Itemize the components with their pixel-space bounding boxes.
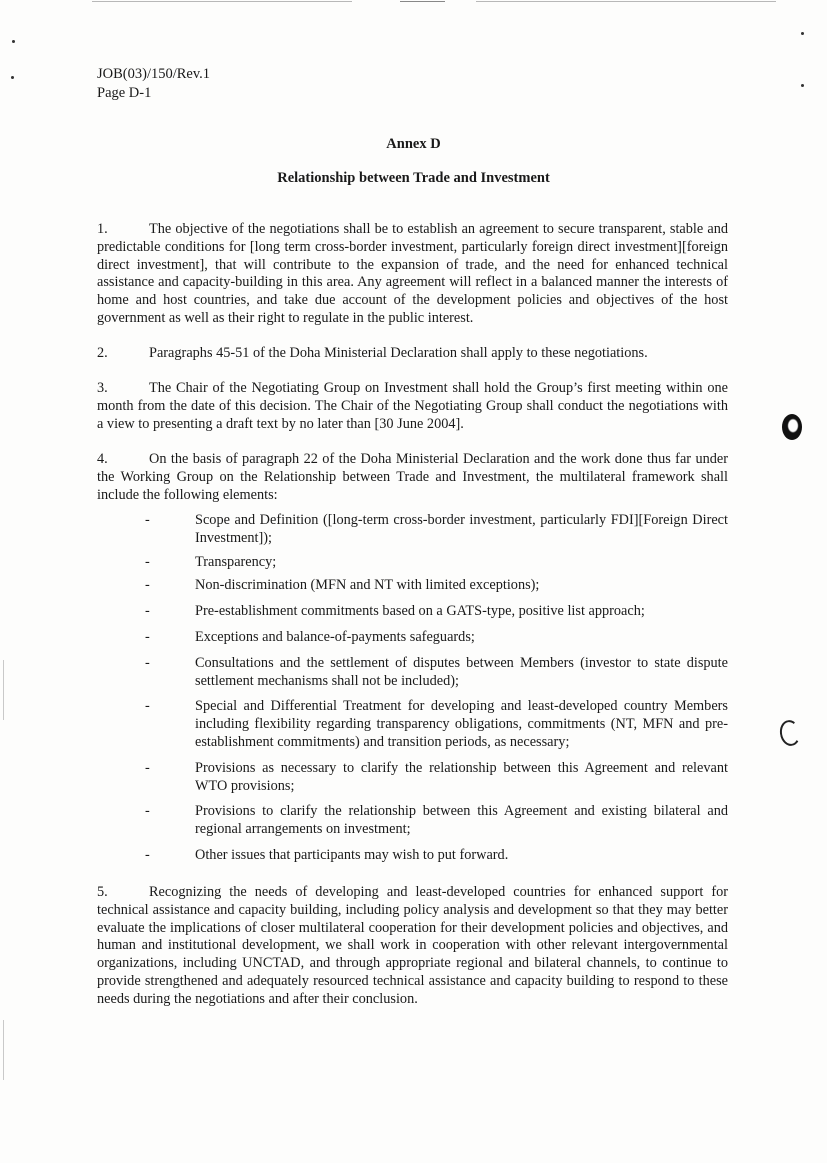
paragraph-text: Recognizing the needs of developing and least-developed countries for enhanced support for technical assistance and capacity building, including policy analysis and development so that they may better evaluate the implications of closer multilateral cooperation for their development policies and objectives, and human and institutional development, we shall work in cooperation with other relevant intergovernmental organizations, including UNCTAD, and through appropriate regional and bilateral channels, to continue to provide strengthened and adequately resourced technical assistance and capacity building to respond to these needs during the negotiations and after their conclusion. — [97, 884, 728, 1007]
scan-artifact-dot — [801, 32, 804, 35]
paragraph-number: 2. — [97, 345, 108, 361]
list-dash: - — [145, 654, 150, 671]
paragraph-number: 1. — [97, 221, 108, 237]
paragraph-text: The objective of the negotiations shall be to establish an agreement to secure transparent, stable and predictable conditions for [long term cross-border investment, particularly foreign direct investment][foreign direct investment], that will contribute to the expansion of trade, and the need for enhanced technical assistance and capacity-building in this area. Any agreement will reflect in a balanced manner the interests of home and host countries, and take due account of the development policies and objectives of the host government as well as their right to regulate in the public interest. — [97, 221, 728, 326]
list-item — [145, 655, 728, 691]
paragraph-number: 3. — [97, 380, 108, 396]
scan-artifact-dot — [801, 84, 804, 87]
page-header — [97, 65, 210, 103]
list-item — [145, 760, 728, 796]
list-item-text: Pre-establishment commitments based on a GATS-type, positive list approach; — [195, 603, 645, 620]
list-item-text: Transparency; — [195, 553, 277, 570]
paragraph-number: 5. — [97, 884, 108, 900]
document-reference: JOB(03)/150/Rev.1 — [97, 66, 211, 82]
list-item — [145, 603, 728, 621]
list-item — [145, 577, 728, 595]
list-item-text: Exceptions and balance-of-payments safeguards; — [195, 628, 475, 645]
annex-title: Annex D — [386, 136, 441, 152]
page-number: Page D-1 — [97, 85, 152, 101]
scan-artifact-dot — [12, 40, 15, 43]
list-dash: - — [145, 577, 150, 594]
scan-artifact-line — [476, 1, 776, 2]
list-item — [145, 629, 728, 647]
list-item — [145, 803, 728, 839]
scan-artifact-line — [92, 1, 352, 2]
list-dash: - — [145, 603, 150, 620]
punch-hole-mark — [778, 718, 802, 747]
paragraph-5 — [97, 884, 728, 1009]
scan-artifact-edge — [3, 660, 4, 720]
list-item-text: Provisions to clarify the relationship between this Agreement and existing bilateral and regional arrangements on investment; — [195, 803, 728, 838]
paragraph-text: Paragraphs 45-51 of the Doha Ministerial Declaration shall apply to these negotiations. — [149, 345, 648, 361]
framework-elements-list — [145, 512, 728, 865]
list-item-text: Scope and Definition ([long-term cross-border investment, particularly FDI][Foreign Direct Investment]); — [195, 512, 728, 546]
paragraph-2 — [97, 345, 728, 363]
list-item — [145, 698, 728, 751]
paragraph-text: The Chair of the Negotiating Group on Investment shall hold the Group’s first meeting within one month from the date of this decision. The Chair of the Negotiating Group shall conduct the negotiations with a view to presenting a draft text by no later than [30 June 2004]. — [97, 380, 728, 432]
list-item — [145, 554, 728, 572]
scan-artifact-line — [400, 1, 445, 2]
paragraph-3 — [97, 380, 728, 433]
list-dash: - — [145, 846, 150, 863]
list-dash: - — [145, 628, 150, 645]
punch-hole-mark — [782, 414, 802, 440]
document-title: Relationship between Trade and Investment — [277, 170, 550, 186]
paragraph-4 — [97, 451, 728, 504]
paragraph-number: 4. — [97, 451, 108, 467]
list-dash: - — [145, 512, 150, 528]
paragraph-text: On the basis of paragraph 22 of the Doha Ministerial Declaration and the work done thus far under the Working Group on the Relationship between Trade and Investment, the multilateral framework shall include the following elements: — [97, 451, 728, 503]
list-item-text: Special and Differential Treatment for developing and least-developed country Members including flexibility regarding transparency obligations, commitments (NT, MFN and pre-establishment commitments) and transition periods, as necessary; — [195, 698, 728, 750]
list-dash: - — [145, 803, 150, 820]
list-item-text: Other issues that participants may wish to put forward. — [195, 846, 509, 863]
paragraph-1 — [97, 221, 728, 328]
list-item — [145, 847, 728, 865]
scan-artifact-edge — [3, 1020, 4, 1080]
list-item — [145, 512, 728, 548]
scan-artifact-dot — [11, 76, 14, 79]
list-dash: - — [145, 698, 150, 715]
list-item-text: Consultations and the settlement of disputes between Members (investor to state dispute settlement mechanisms shall not be included); — [195, 654, 728, 689]
list-item-text: Non-discrimination (MFN and NT with limited exceptions); — [195, 577, 540, 594]
list-dash: - — [145, 553, 150, 570]
list-dash: - — [145, 759, 150, 776]
list-item-text: Provisions as necessary to clarify the relationship between this Agreement and relevant WTO provisions; — [195, 759, 728, 794]
